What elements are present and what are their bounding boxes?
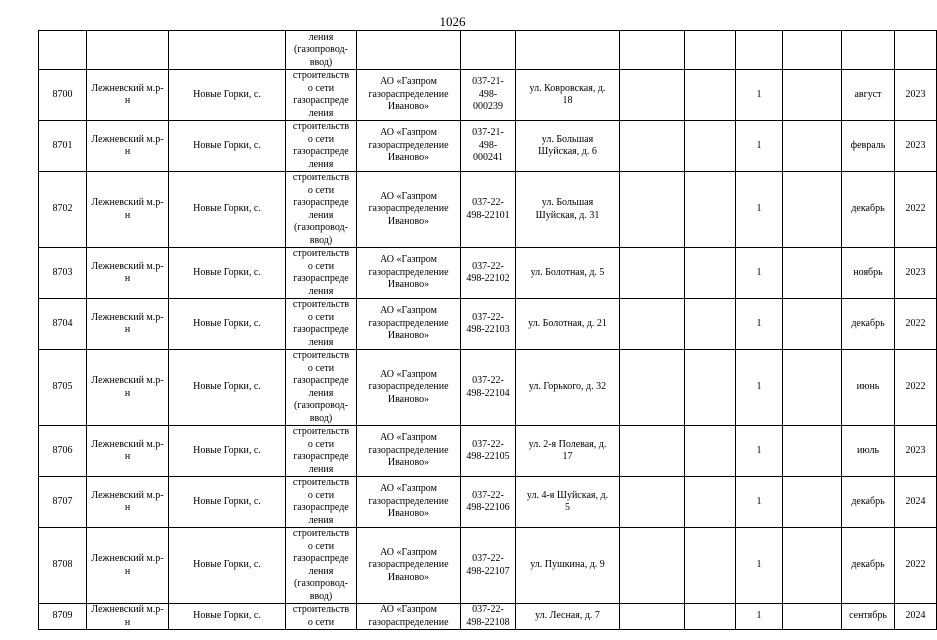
work-type-cell: строительств о сети газораспреде ления (газопровод- ввод) [286, 528, 357, 604]
quantity-cell: 1 [736, 172, 783, 248]
quantity-cell: 1 [736, 248, 783, 299]
work-type-cell: строительств о сети газораспреде ления (газопровод- ввод) [286, 172, 357, 248]
month-cell: декабрь [842, 299, 895, 350]
empty-cell [783, 248, 842, 299]
year-cell: 2024 [895, 477, 937, 528]
address-cell: ул. 4-я Шуйская, д. 5 [516, 477, 620, 528]
code-cell: 037-22- 498-22106 [461, 477, 516, 528]
work-type-cell: ления (газопровод- ввод) [286, 31, 357, 70]
locality-cell: Новые Горки, с. [169, 172, 286, 248]
contractor-cell: АО «Газпром газораспределение Иваново» [357, 426, 461, 477]
locality-cell: Новые Горки, с. [169, 121, 286, 172]
district-cell: Лежневский м.р-н [87, 121, 169, 172]
contractor-cell: АО «Газпром газораспределение Иваново» [357, 528, 461, 604]
quantity-cell: 1 [736, 70, 783, 121]
month-cell: ноябрь [842, 248, 895, 299]
row-number-cell: 8707 [39, 477, 87, 528]
table-row [39, 299, 937, 350]
code-cell: 037-22- 498-22102 [461, 248, 516, 299]
contractor-cell: АО «Газпром газораспределение Иваново» [357, 248, 461, 299]
year-cell: 2022 [895, 528, 937, 604]
locality-cell: Новые Горки, с. [169, 299, 286, 350]
year-cell: 2023 [895, 121, 937, 172]
year-cell: 2023 [895, 248, 937, 299]
address-cell: ул. Большая Шуйская, д. 6 [516, 121, 620, 172]
month-cell: декабрь [842, 528, 895, 604]
table-row [39, 121, 937, 172]
empty-cell [783, 350, 842, 426]
code-cell: 037-22- 498-22105 [461, 426, 516, 477]
contractor-cell: АО «Газпром газораспределение [357, 604, 461, 630]
table-row-continued [39, 31, 937, 70]
locality-cell: Новые Горки, с. [169, 248, 286, 299]
empty-cell [620, 350, 685, 426]
quantity-cell: 1 [736, 121, 783, 172]
row-number-cell: 8706 [39, 426, 87, 477]
empty-cell [783, 528, 842, 604]
work-type-cell: строительств о сети газораспреде ления [286, 121, 357, 172]
table-body [39, 31, 937, 630]
table-row [39, 248, 937, 299]
locality-cell: Новые Горки, с. [169, 528, 286, 604]
contractor-cell: АО «Газпром газораспределение Иваново» [357, 172, 461, 248]
address-cell: ул. Ковровская, д. 18 [516, 70, 620, 121]
code-cell: 037-22- 498-22108 [461, 604, 516, 630]
row-number-cell: 8703 [39, 248, 87, 299]
row-number-cell: 8709 [39, 604, 87, 630]
code-cell: 037-22- 498-22107 [461, 528, 516, 604]
quantity-cell: 1 [736, 477, 783, 528]
row-number-cell: 8705 [39, 350, 87, 426]
contractor-cell: АО «Газпром газораспределение Иваново» [357, 70, 461, 121]
district-cell: Лежневский м.р-н [87, 528, 169, 604]
empty-cell [620, 172, 685, 248]
address-cell: ул. Пушкина, д. 9 [516, 528, 620, 604]
year-cell: 2024 [895, 604, 937, 630]
month-cell: сентябрь [842, 604, 895, 630]
empty-cell [620, 477, 685, 528]
work-type-cell: строительств о сети газораспреде ления (газопровод- ввод) [286, 350, 357, 426]
registry-table [38, 30, 937, 630]
empty-cell [783, 477, 842, 528]
locality-cell: Новые Горки, с. [169, 70, 286, 121]
empty-cell [685, 426, 736, 477]
empty-cell [620, 528, 685, 604]
contractor-cell: АО «Газпром газораспределение Иваново» [357, 350, 461, 426]
month-cell: декабрь [842, 172, 895, 248]
locality-cell: Новые Горки, с. [169, 477, 286, 528]
contractor-cell: АО «Газпром газораспределение Иваново» [357, 477, 461, 528]
locality-cell: Новые Горки, с. [169, 350, 286, 426]
empty-cell [783, 426, 842, 477]
contractor-cell: АО «Газпром газораспределение Иваново» [357, 121, 461, 172]
empty-cell [783, 172, 842, 248]
empty-cell [685, 70, 736, 121]
row-number-cell: 8708 [39, 528, 87, 604]
quantity-cell: 1 [736, 604, 783, 630]
code-cell: 037-21- 498- 000241 [461, 121, 516, 172]
district-cell: Лежневский м.р-н [87, 426, 169, 477]
district-cell: Лежневский м.р-н [87, 70, 169, 121]
contractor-cell: АО «Газпром газораспределение Иваново» [357, 299, 461, 350]
month-cell: декабрь [842, 477, 895, 528]
month-cell: июль [842, 426, 895, 477]
quantity-cell: 1 [736, 299, 783, 350]
empty-cell [685, 477, 736, 528]
empty-cell [783, 299, 842, 350]
locality-cell: Новые Горки, с. [169, 426, 286, 477]
row-number-cell: 8702 [39, 172, 87, 248]
empty-cell [685, 248, 736, 299]
district-cell: Лежневский м.р-н [87, 350, 169, 426]
empty-cell [685, 121, 736, 172]
address-cell: ул. Горького, д. 32 [516, 350, 620, 426]
year-cell: 2022 [895, 350, 937, 426]
code-cell: 037-22- 498-22101 [461, 172, 516, 248]
work-type-cell: строительств о сети газораспреде ления [286, 70, 357, 121]
month-cell: август [842, 70, 895, 121]
table-row [39, 426, 937, 477]
empty-cell [620, 121, 685, 172]
district-cell: Лежневский м.р-н [87, 604, 169, 630]
quantity-cell: 1 [736, 350, 783, 426]
quantity-cell: 1 [736, 528, 783, 604]
empty-cell [685, 172, 736, 248]
address-cell: ул. Лесная, д. 7 [516, 604, 620, 630]
empty-cell [620, 426, 685, 477]
address-cell: ул. 2-я Полевая, д. 17 [516, 426, 620, 477]
table-row [39, 528, 937, 604]
empty-cell [685, 528, 736, 604]
work-type-cell: строительств о сети газораспреде ления [286, 299, 357, 350]
year-cell: 2022 [895, 299, 937, 350]
locality-cell: Новые Горки, с. [169, 604, 286, 630]
district-cell: Лежневский м.р-н [87, 477, 169, 528]
empty-cell [620, 299, 685, 350]
empty-cell [685, 604, 736, 630]
month-cell: июнь [842, 350, 895, 426]
empty-cell [783, 70, 842, 121]
row-number-cell: 8700 [39, 70, 87, 121]
address-cell: ул. Болотная, д. 5 [516, 248, 620, 299]
empty-cell [783, 604, 842, 630]
work-type-cell: строительств о сети газораспреде ления [286, 248, 357, 299]
empty-cell [620, 70, 685, 121]
work-type-cell: строительств о сети газораспреде ления [286, 477, 357, 528]
table-row [39, 70, 937, 121]
table-row [39, 350, 937, 426]
empty-cell [685, 350, 736, 426]
work-type-cell: строительств о сети газораспреде ления [286, 426, 357, 477]
year-cell: 2022 [895, 172, 937, 248]
quantity-cell: 1 [736, 426, 783, 477]
address-cell: ул. Болотная, д. 21 [516, 299, 620, 350]
year-cell: 2023 [895, 70, 937, 121]
empty-cell [620, 604, 685, 630]
work-type-cell: строительств о сети [286, 604, 357, 630]
district-cell: Лежневский м.р-н [87, 248, 169, 299]
table-row [39, 604, 937, 630]
district-cell: Лежневский м.р-н [87, 172, 169, 248]
empty-cell [783, 121, 842, 172]
year-cell: 2023 [895, 426, 937, 477]
row-number-cell: 8704 [39, 299, 87, 350]
code-cell: 037-21- 498- 000239 [461, 70, 516, 121]
row-number-cell: 8701 [39, 121, 87, 172]
code-cell: 037-22- 498-22103 [461, 299, 516, 350]
table-row [39, 477, 937, 528]
district-cell: Лежневский м.р-н [87, 299, 169, 350]
page-number: 1026 [439, 14, 466, 29]
empty-cell [620, 248, 685, 299]
code-cell: 037-22- 498-22104 [461, 350, 516, 426]
table-row [39, 172, 937, 248]
month-cell: февраль [842, 121, 895, 172]
address-cell: ул. Большая Шуйская, д. 31 [516, 172, 620, 248]
empty-cell [685, 299, 736, 350]
